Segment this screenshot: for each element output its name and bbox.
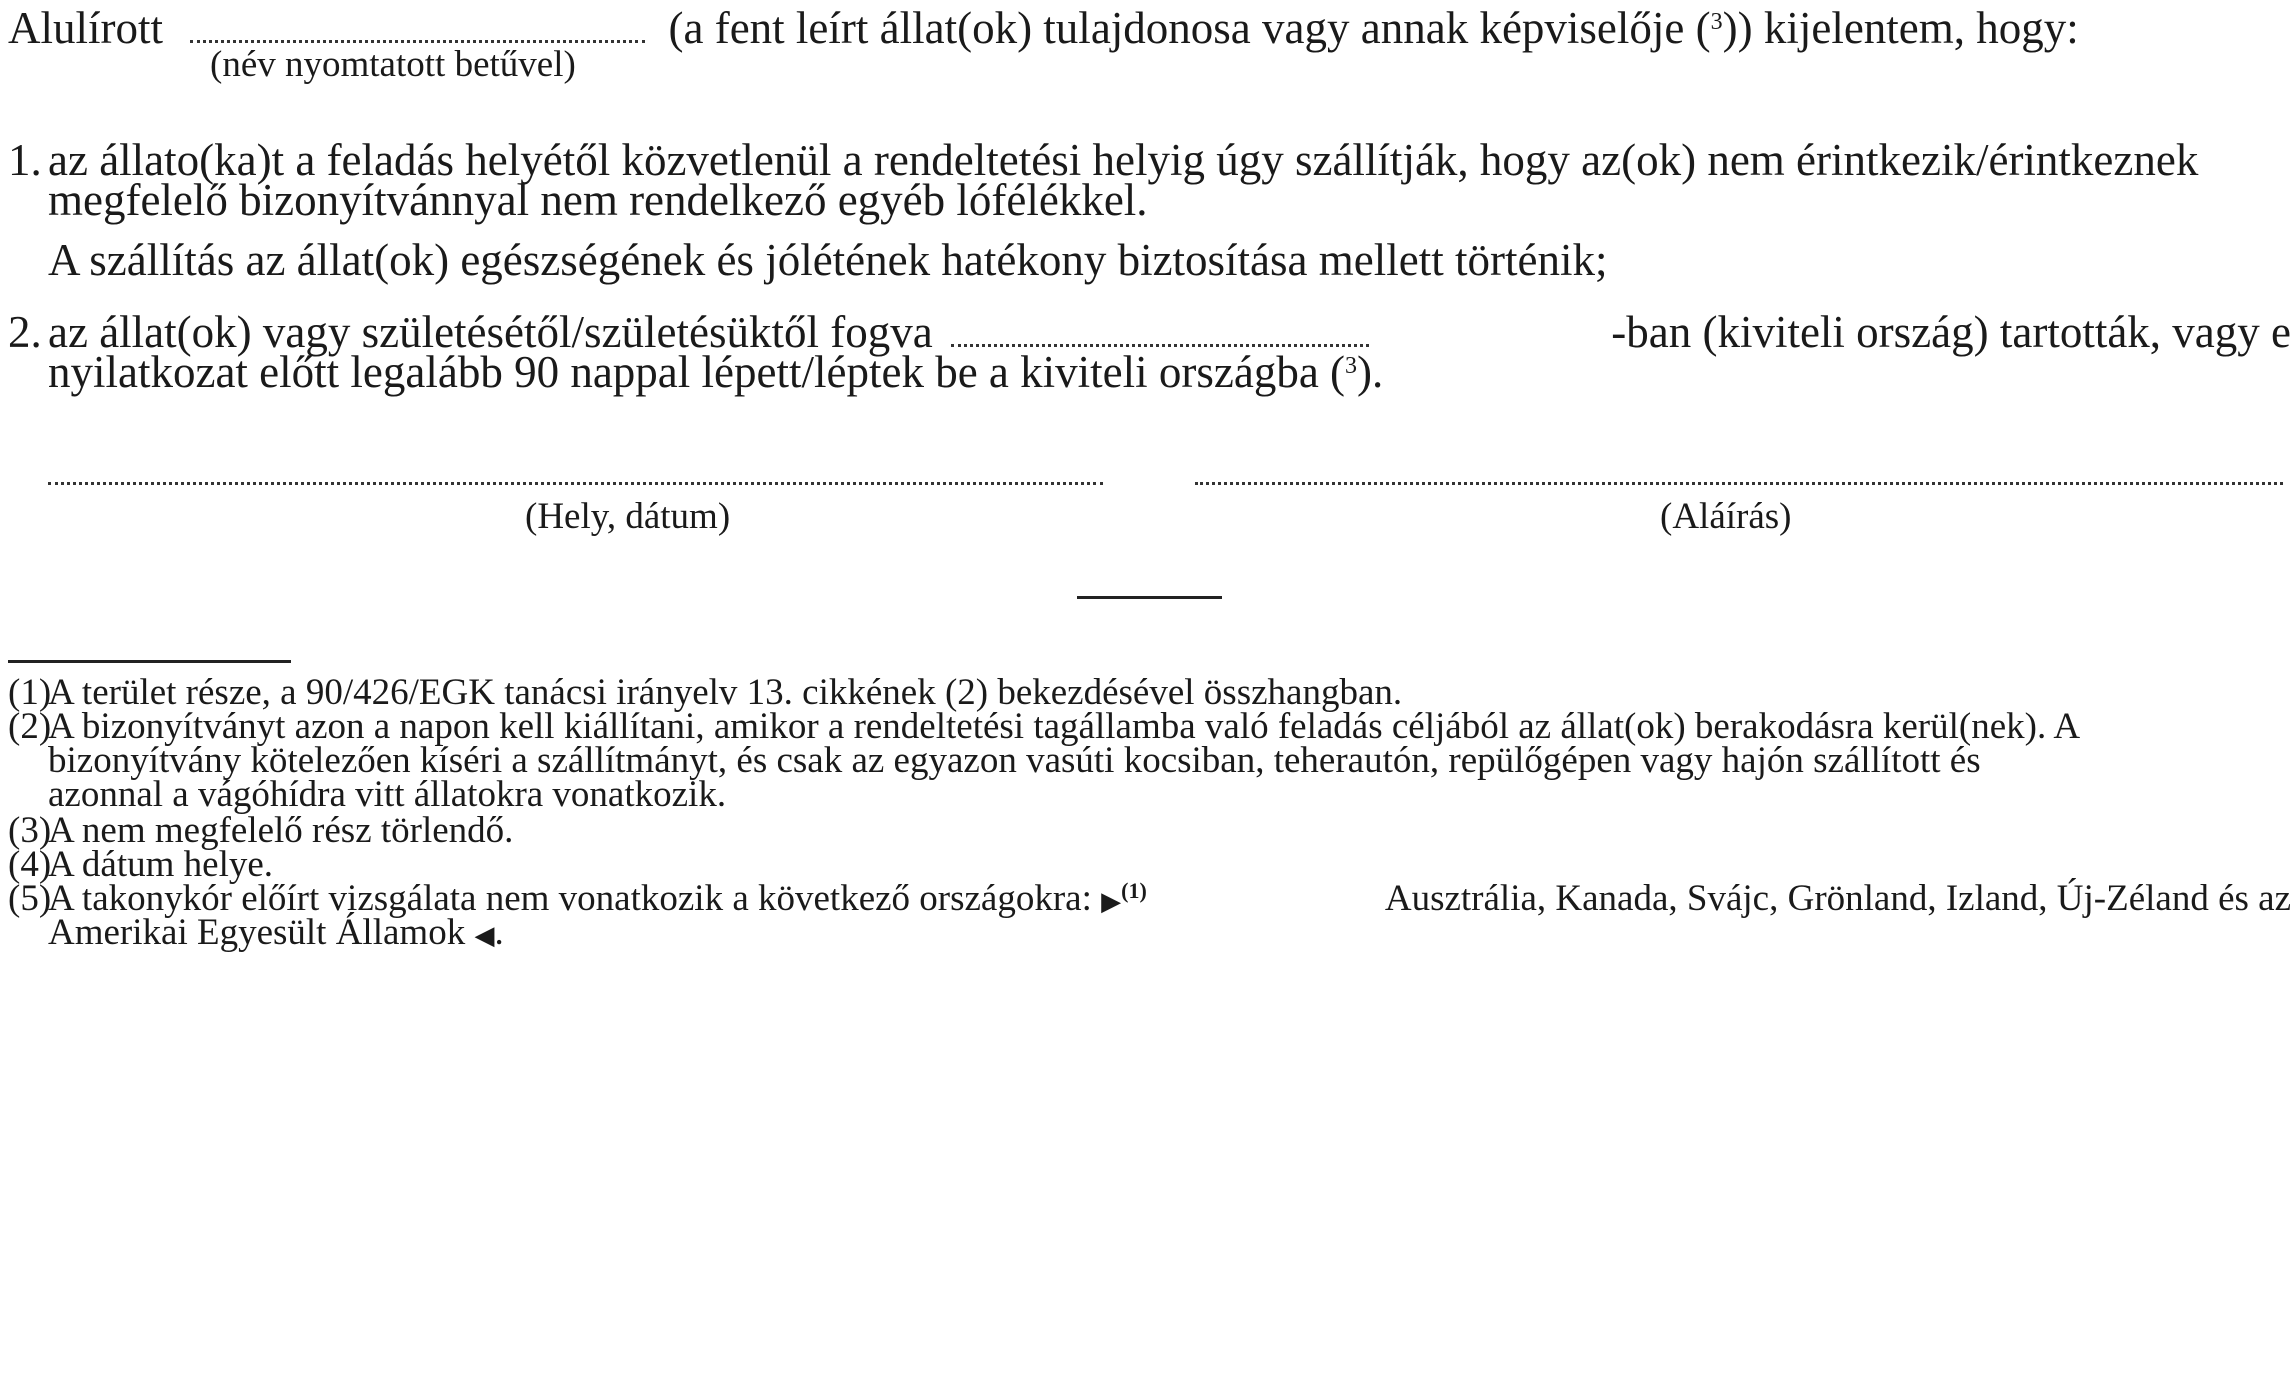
place-date-label: (Hely, dátum)	[525, 496, 731, 537]
amendment-end-icon: ◀	[474, 921, 495, 950]
name-hint: (név nyomtatott betűvel)	[210, 44, 576, 85]
footnote-4-text: A dátum helye.	[48, 844, 274, 885]
footnote-separator	[8, 660, 291, 663]
footnote-2-line-2: bizonyítvány kötelezően kíséri a szállítmányt, és csak az egyazon vasúti kocsiban, teherautón, repülőgépen vagy hajón szállított és	[48, 740, 1981, 781]
item-1-line-1: az állato(ka)t a feladás helyétől közvetlenül a rendeltetési helyig úgy szállítják, hogy az(ok) nem érintkezik/érintkeznek	[48, 135, 2199, 185]
item-2-text-b: -ban (kiviteli ország) tartották, vagy e	[1611, 307, 2291, 357]
signature-fill-line	[1195, 468, 2283, 485]
item-2-text-a: az állat(ok) vagy születésétől/születésüktől fogva	[48, 307, 933, 357]
footnote-1-marker: (1)	[8, 672, 52, 713]
alulirott-label: Alulírott	[8, 3, 163, 53]
center-separator	[1077, 596, 1222, 599]
item-1-line-2: megfelelő bizonyítvánnyal nem rendelkező egyéb lófélékkel.	[48, 175, 1148, 225]
owner-text: (a fent leírt állat(ok) tulajdonosa vagy annak képviselője ($^3$)) kijelentem, hogy:	[668, 3, 2079, 53]
place-date-fill-line	[48, 468, 1103, 485]
item-1-line-3: A szállítás az állat(ok) egészségének és jólétének hatékony biztosítása mellett történik;	[48, 235, 1608, 285]
footnote-5-marker: (5)	[8, 878, 52, 919]
footnote-3-marker: (3)	[8, 810, 52, 851]
footnote-2-marker: (2)	[8, 706, 52, 747]
footnote-5-line-1: A takonykór előírt vizsgálata nem vonatkozik a következő országokra: ▶ (1) Ausztrália, Kanada, Svájc, Grönland, Izland, Új-Zéland és az	[48, 874, 2291, 928]
footnote-5-line-2: Amerikai Egyesült Államok ◀.	[48, 912, 504, 953]
item-1-number: 1.	[8, 135, 42, 185]
item-2-line-2: nyilatkozat előtt legalább 90 nappal lépett/léptek be a kiviteli országba ($^3$).	[48, 347, 1384, 397]
footnote-2-line-3: azonnal a vágóhídra vitt állatokra vonatkozik.	[48, 774, 727, 815]
signature-label: (Aláírás)	[1660, 496, 1792, 537]
footnote-4-marker: (4)	[8, 844, 52, 885]
footnote-1-text: A terület része, a 90/426/EGK tanácsi irányelv 13. cikkének (2) bekezdésével összhangban.	[48, 672, 1403, 713]
footnote-2-line-1: A bizonyítványt azon a napon kell kiállítani, amikor a rendeltetési tagállamba való feladás céljából az állat(ok) berakodásra kerül(nek). A	[48, 706, 2081, 747]
footnote-3-text: A nem megfelelő rész törlendő.	[48, 810, 514, 851]
amendment-start-icon: ▶	[1101, 887, 1122, 916]
item-2-number: 2.	[8, 307, 42, 357]
